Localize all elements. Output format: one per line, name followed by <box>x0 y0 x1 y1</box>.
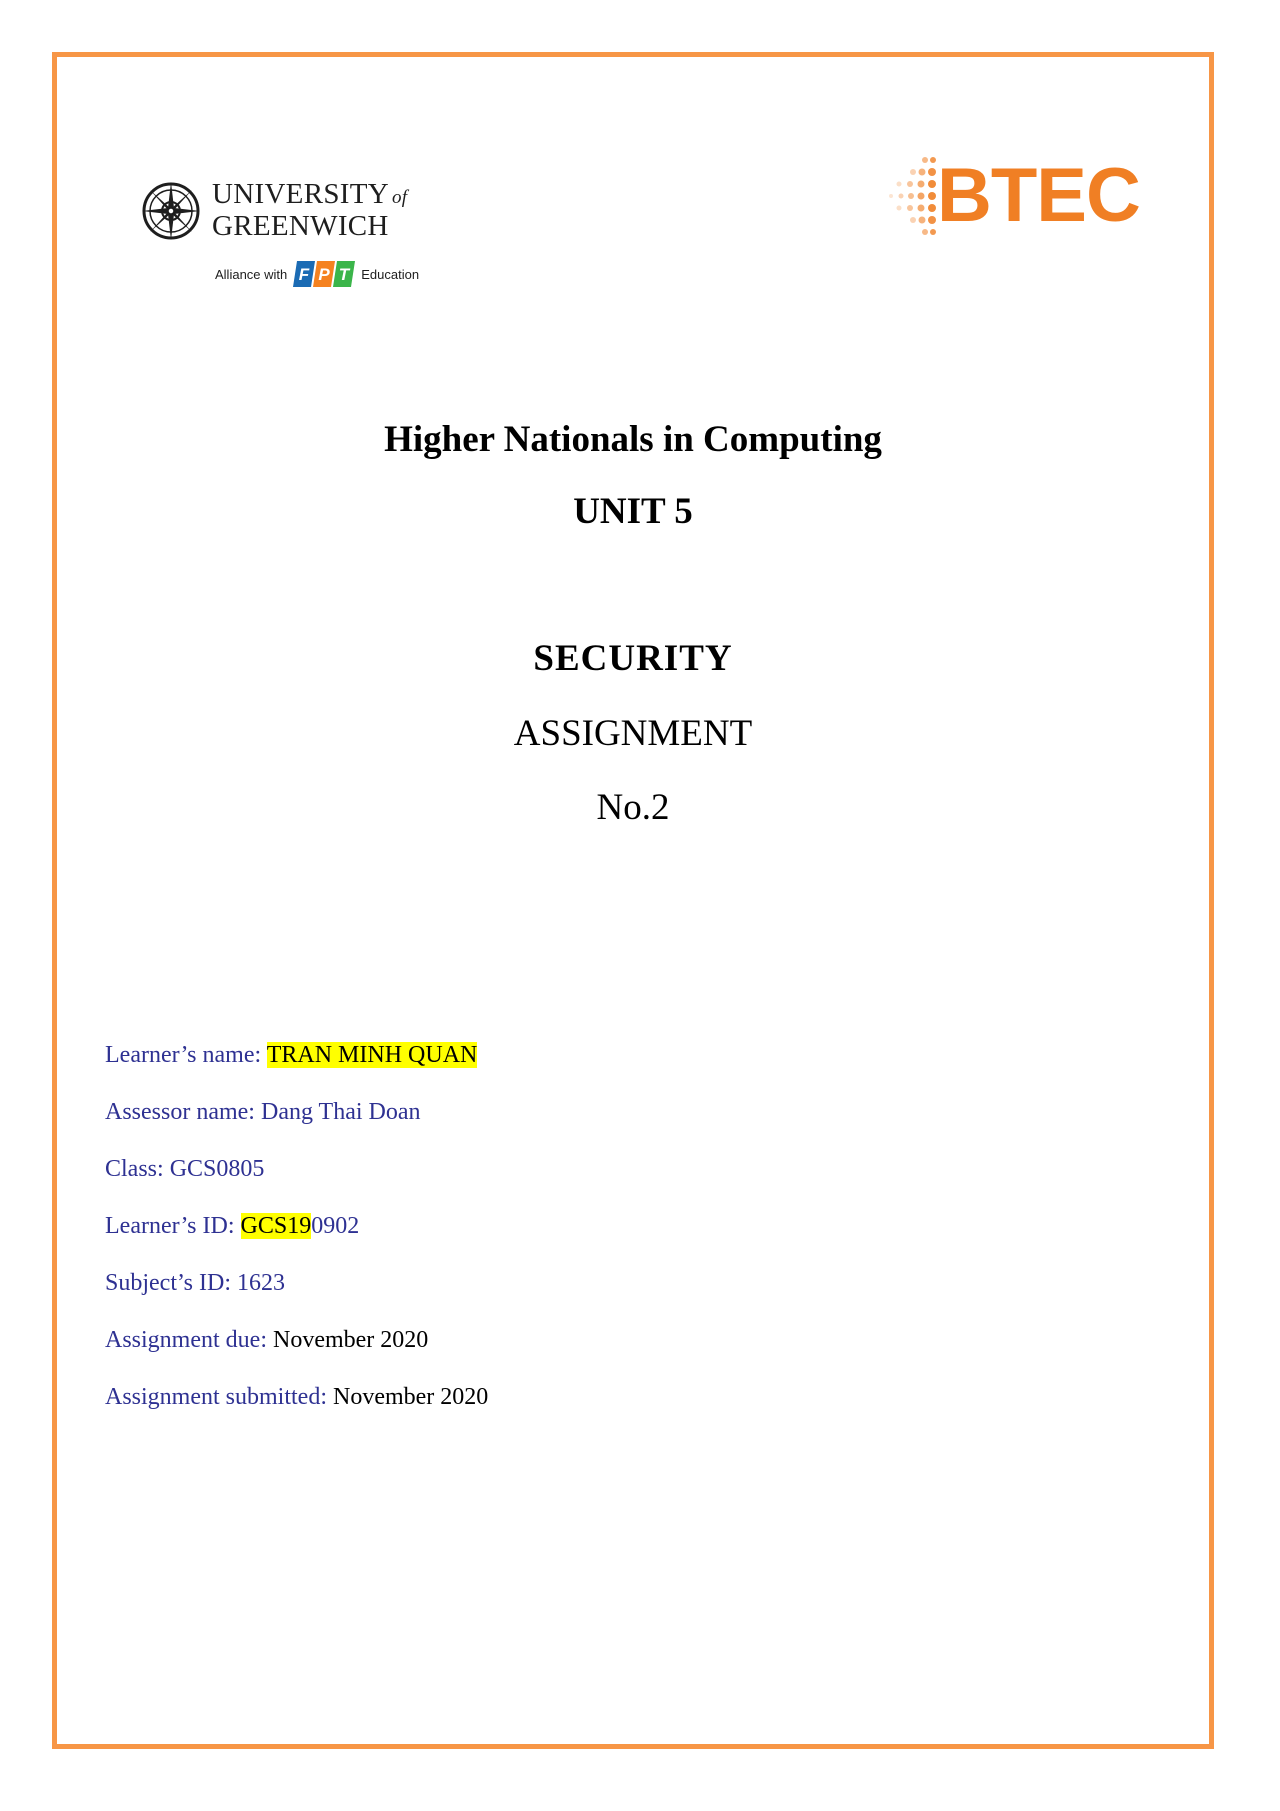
assignment-number: No.2 <box>596 787 670 828</box>
class-value: GCS0805 <box>169 1156 265 1182</box>
fpt-letter-p: P <box>318 265 330 284</box>
fpt-letter-t: T <box>339 265 350 284</box>
learner-id-value-rest: 0902 <box>311 1213 360 1239</box>
class-label: Class: <box>105 1156 170 1182</box>
learner-id-value-highlighted: GCS19 <box>240 1213 312 1239</box>
alliance-suffix: Education <box>361 266 420 282</box>
assignment-submitted-row <box>105 1382 488 1439</box>
fpt-letter-f: F <box>299 265 310 284</box>
learner-info-list <box>105 1040 488 1439</box>
assignment-submitted-label: Assignment submitted: <box>105 1384 333 1410</box>
learner-name-row <box>105 1040 488 1097</box>
learner-id-label: Learner’s ID: <box>105 1213 241 1239</box>
assessor-name-label: Assessor name: <box>105 1099 261 1125</box>
learner-name-value: TRAN MINH QUAN <box>266 1042 478 1068</box>
alliance-line <box>215 258 419 290</box>
program-title: Higher Nationals in Computing <box>384 419 882 460</box>
btec-wordmark: BTEC <box>937 153 1140 238</box>
greenwich-university-text: UNIVERSITY <box>212 178 389 210</box>
alliance-prefix: Alliance with <box>215 266 288 282</box>
greenwich-logo <box>140 178 440 298</box>
assignment-due-value: November 2020 <box>273 1327 429 1353</box>
unit-title: UNIT 5 <box>573 491 693 532</box>
fpt-logo-icon <box>293 259 357 289</box>
greenwich-of-text: of <box>392 187 408 208</box>
learner-name-label: Learner’s name: <box>105 1042 267 1068</box>
btec-logo <box>885 150 1145 240</box>
class-row <box>105 1154 488 1211</box>
assessor-name-value: Dang Thai Doan <box>260 1099 421 1125</box>
greenwich-line1 <box>212 178 407 214</box>
assignment-due-row <box>105 1325 488 1382</box>
compass-emblem-icon <box>140 180 202 242</box>
subject-id-value: 1623 <box>237 1270 285 1296</box>
learner-id-row <box>105 1211 488 1268</box>
page-border <box>52 52 1214 1749</box>
subject-id-row <box>105 1268 488 1325</box>
subject-title: SECURITY <box>533 638 733 679</box>
assignment-submitted-value: November 2020 <box>333 1384 489 1410</box>
assessor-name-row <box>105 1097 488 1154</box>
greenwich-line2: GREENWICH <box>212 210 389 242</box>
assignment-title: ASSIGNMENT <box>513 713 753 754</box>
assignment-due-label: Assignment due: <box>105 1327 273 1353</box>
subject-id-label: Subject’s ID: <box>105 1270 237 1296</box>
